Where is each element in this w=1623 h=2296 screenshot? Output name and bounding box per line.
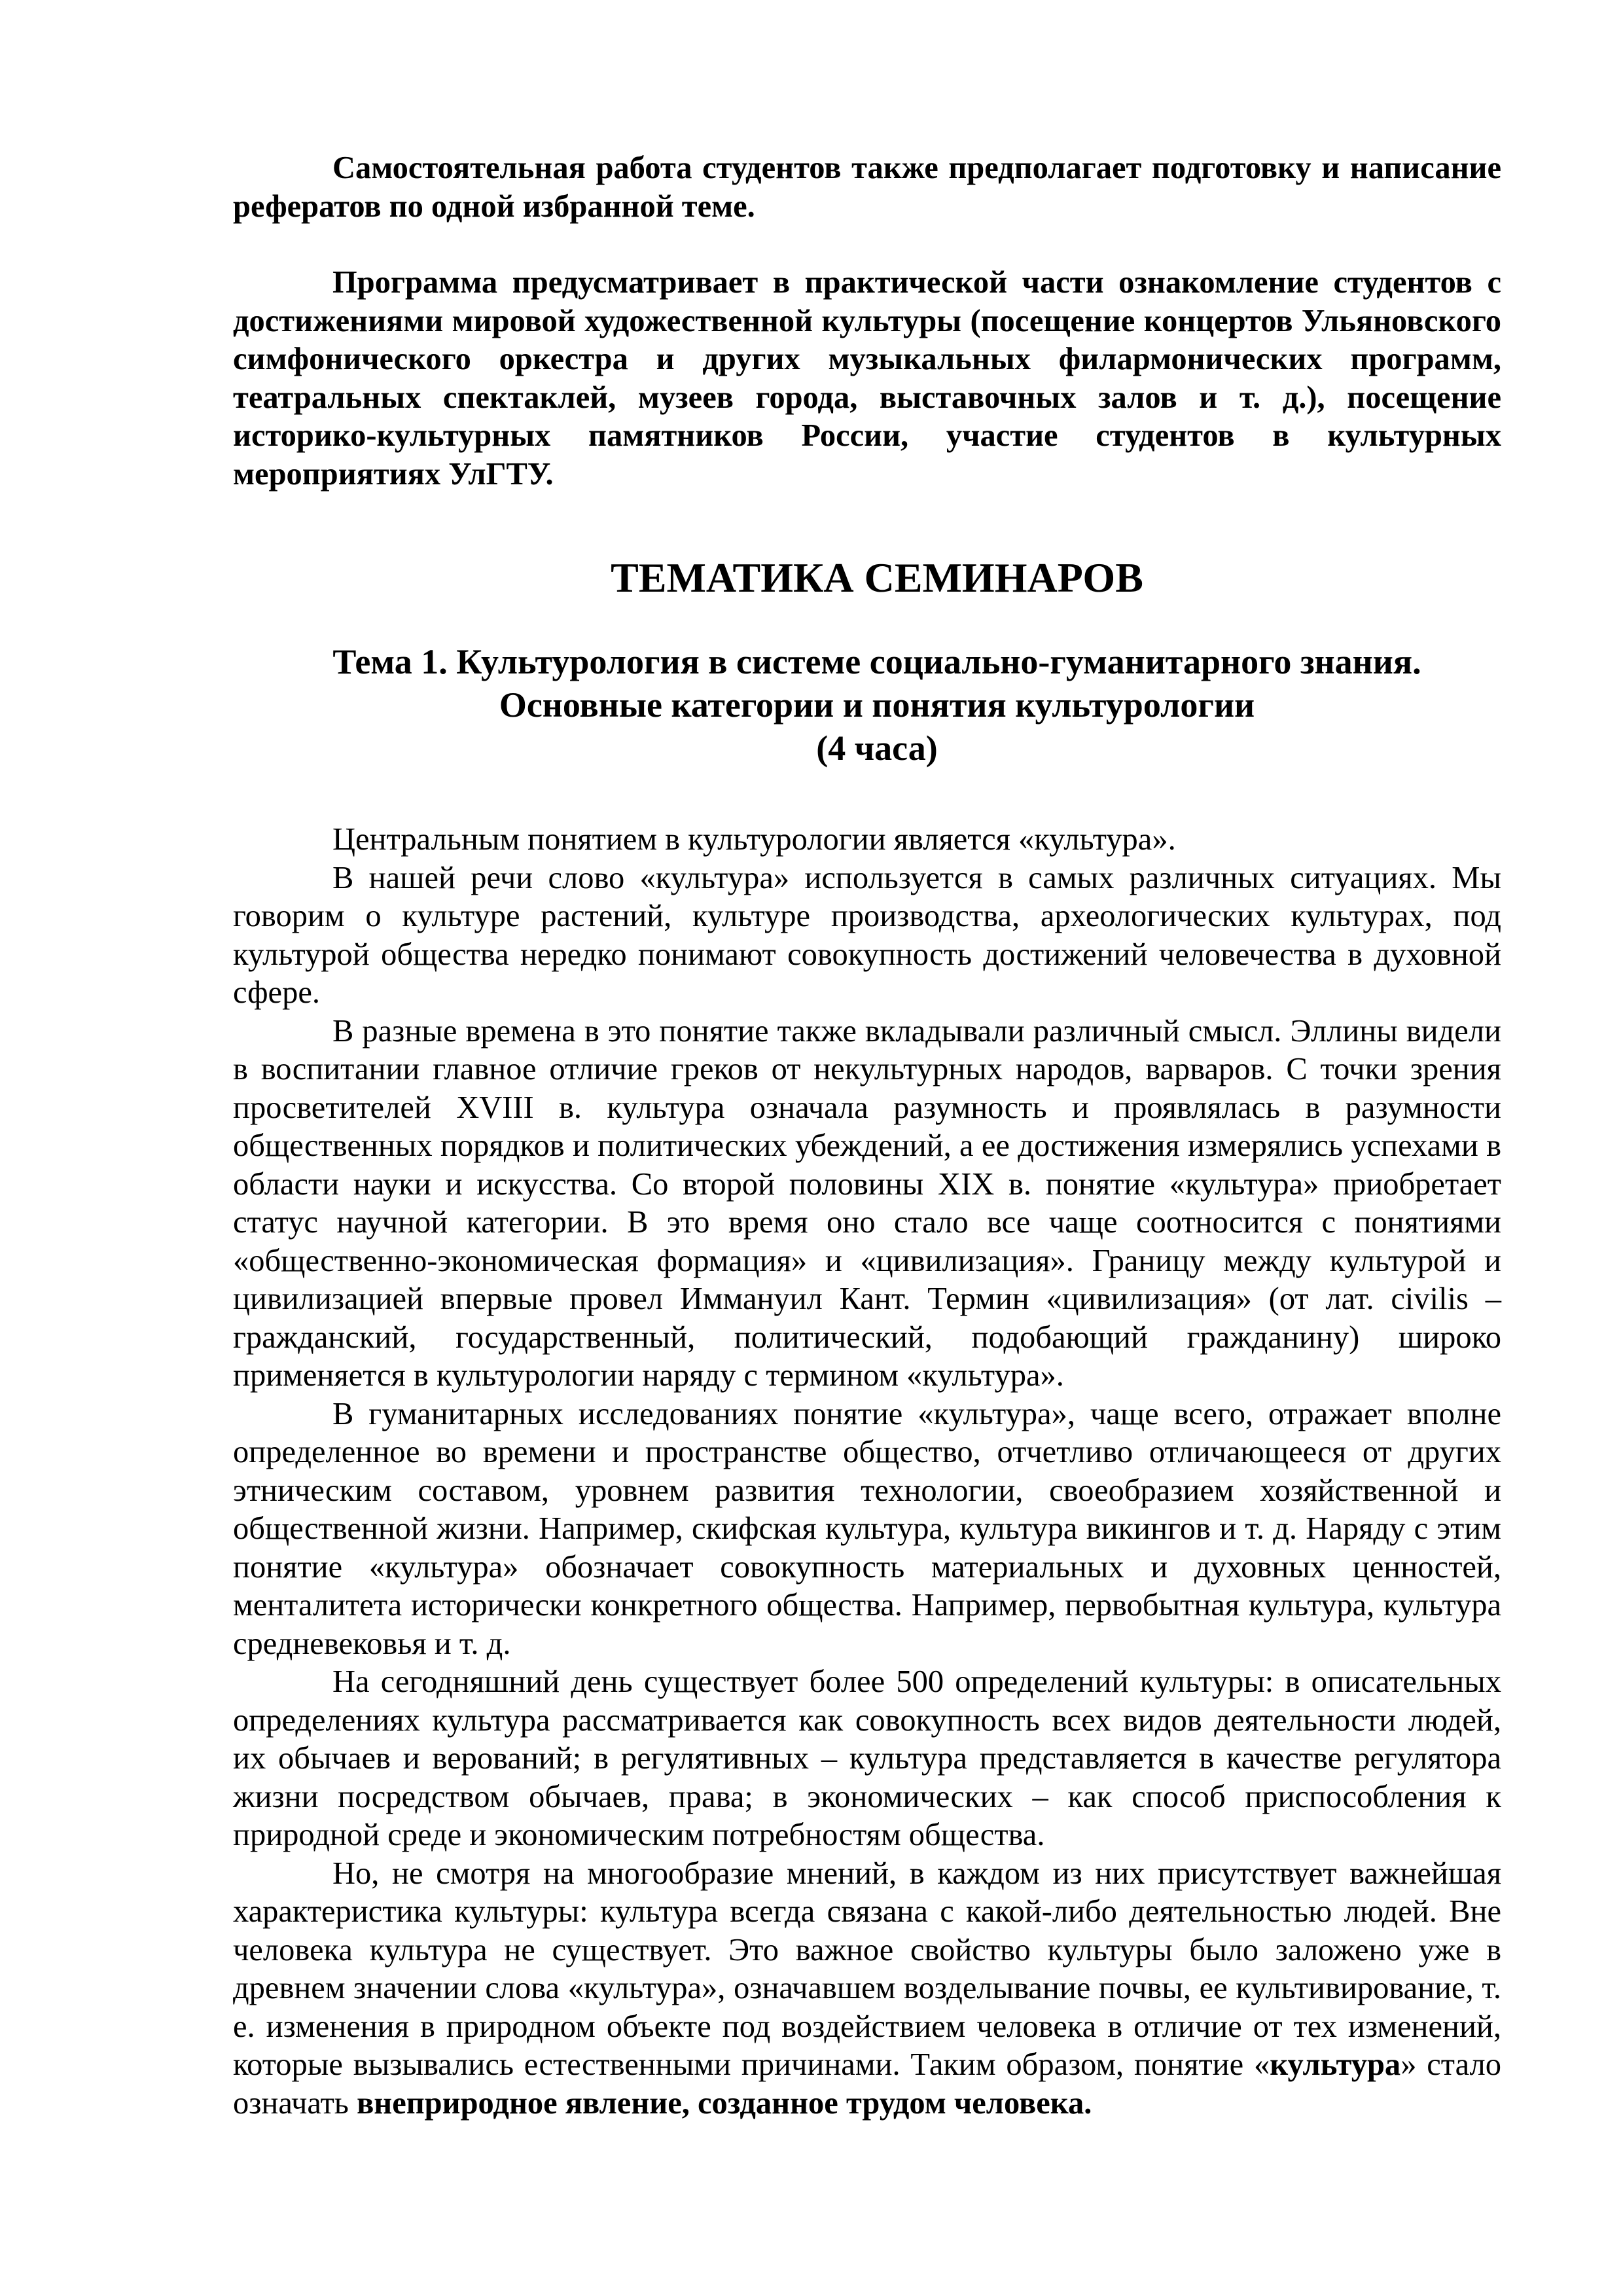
topic-hours: (4 часа)	[816, 728, 938, 768]
body-paragraph-4: В гуманитарных исследованиях понятие «культура», чаще всего, отражает вполне определенное во времени и пространстве общество, отчетливо отличающееся от других этническим составом, уровнем развития технологии, своеобразием хозяйственной и общественной жизни. Например, скифская культура, культура викингов и т. д. Наряду с этим понятие «культура» обозначает совокупность материальных и духовных ценностей, менталитета исторически конкретного общества. Например, первобытная культура, культура средневековья и т. д.	[233, 1396, 1501, 1661]
body-paragraph-3: В разные времена в это понятие также вкладывали различный смысл. Эллины видели в воспитании главное отличие греков от некультурных народов, варваров. С точки зрения просветителей XVIII в. культура означала разумность и проявлялась в разумности общественных порядков и политических убеждений, а ее достижения измерялись успехами в области науки и искусства. Со второй половины XIX в. понятие «культура» приобретает статус научной категории. В это время оно стало все чаще соотносится с понятиями «общественно-экономическая формация» и «цивилизация». Границу между культурой и цивилизацией впервые провел Иммануил Кант. Термин «цивилизация» (от лат. civilis – гражданский, государственный, политический, подобающий гражданину) широко применяется в культурологии наряду с термином «культура».	[233, 1013, 1501, 1393]
body-paragraph-6-connector: » стало означать	[233, 2047, 1501, 2121]
topic-heading	[233, 640, 1501, 770]
topic-title-line-2: Основные категории и понятия культурологии	[499, 685, 1255, 725]
section-title: ТЕМАТИКА СЕМИНАРОВ	[611, 554, 1143, 601]
topic-title-line-1: Тема 1. Культурология в системе социально-гуманитарного знания.	[332, 642, 1421, 681]
intro-paragraph-program: Программа предусматривает в практической части ознакомление студентов с достижениями мировой художественной культуры (посещение концертов Ульяновского симфонического оркестра и других музыкальных филармонических программ, театральных спектаклей, музеев города, выставочных залов и т. д.), посещение историко-культурных памятников России, участие студентов в культурных мероприятиях УлГТУ.	[233, 265, 1501, 492]
body-paragraph-1: Центральным понятием в культурологии является «культура».	[332, 822, 1176, 857]
body-paragraph-6	[233, 1855, 1501, 2123]
body-paragraph-2: В нашей речи слово «культура» используется в самых различных ситуациях. Мы говорим о культуре растений, культуре производства, археологических культурах, под культурой общества нередко понимают совокупность достижений человечества в духовной сфере.	[233, 860, 1501, 1010]
culture-definition: внеприродное явление, созданное трудом человека.	[357, 2085, 1092, 2121]
body-paragraph-5: На сегодняшний день существует более 500 определений культуры: в описательных определениях культура рассматривается как совокупность всех видов деятельности людей, их обычаев и верований; в регулятивных – культура представляется в качестве регулятора жизни посредством обычаев, права; в экономических – как способ приспособления к природной среде и экономическим потребностям общества.	[233, 1664, 1501, 1852]
intro-paragraph-self-study: Самостоятельная работа студентов также предполагает подготовку и написание рефератов по одной избранной теме.	[233, 151, 1501, 224]
document-page	[233, 149, 1501, 2123]
topic-body	[233, 821, 1501, 2123]
culture-term: культура	[1270, 2047, 1401, 2082]
body-paragraph-6-text: Но, не смотря на многообразие мнений, в каждом из них присутствует важнейшая характеристика культуры: культура всегда связана с какой-либо деятельностью людей. Вне человека культура не существует. Это важное свойство культуры было заложено уже в древнем значении слова «культура», означавшем возделывание почвы, ее культивирование, т. е. изменения в природном объекте под воздействием человека в отличие от тех изменений, которые вызывались естественными причинами. Таким образом, понятие «	[233, 1856, 1501, 2082]
